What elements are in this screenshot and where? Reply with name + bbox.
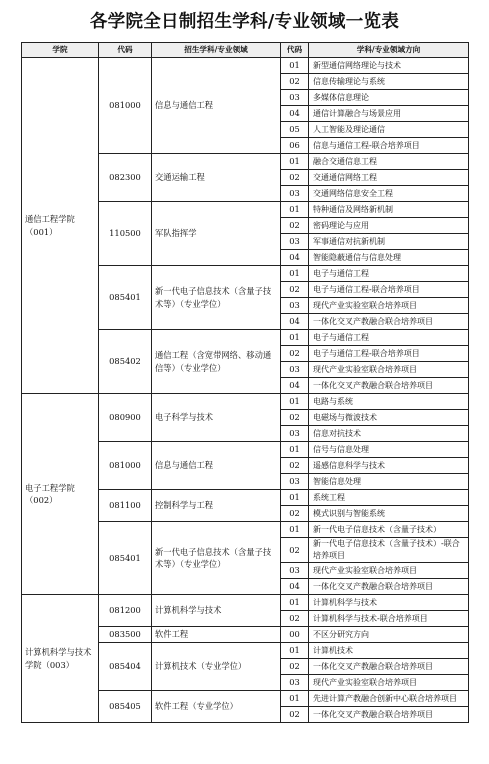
table-row <box>22 394 469 410</box>
direction-code: 02 <box>281 282 309 298</box>
subject-name: 新一代电子信息技术（含量子技术等）（专业学位） <box>152 522 281 595</box>
subject-code: 083500 <box>99 627 152 643</box>
direction-name: 信息与通信工程-联合培养项目 <box>309 138 469 154</box>
direction-name: 信息对抗技术 <box>309 426 469 442</box>
direction-code: 03 <box>281 90 309 106</box>
subject-name: 计算机科学与技术 <box>152 595 281 627</box>
direction-name: 一体化交叉产教融合联合培养项目 <box>309 378 469 394</box>
table-row <box>22 58 469 74</box>
subject-name: 军队指挥学 <box>152 202 281 266</box>
direction-name: 现代产业实验室联合培养项目 <box>309 298 469 314</box>
subject-name: 新一代电子信息技术（含量子技术等）（专业学位） <box>152 266 281 330</box>
page-title: 各学院全日制招生学科/专业领域一览表 <box>89 12 400 32</box>
direction-code: 02 <box>281 506 309 522</box>
direction-code: 02 <box>281 410 309 426</box>
direction-code: 01 <box>281 522 309 538</box>
direction-name: 信号与信息处理 <box>309 442 469 458</box>
direction-name: 电路与系统 <box>309 394 469 410</box>
subject-name: 计算机技术（专业学位） <box>152 643 281 691</box>
subject-name: 通信工程（含宽带网络、移动通信等）（专业学位） <box>152 330 281 394</box>
subject-name: 软件工程 <box>152 627 281 643</box>
subject-code: 085401 <box>99 266 152 330</box>
direction-code: 02 <box>281 218 309 234</box>
direction-name: 先进计算产教融合创新中心联合培养项目 <box>309 691 469 707</box>
direction-name: 电子与通信工程-联合培养项目 <box>309 282 469 298</box>
direction-name: 智能信息处理 <box>309 474 469 490</box>
direction-name: 新型通信网络理论与技术 <box>309 58 469 74</box>
header-direction-code: 代码 <box>281 43 309 58</box>
direction-name: 计算机技术 <box>309 643 469 659</box>
direction-name: 一体化交叉产教融合联合培养项目 <box>309 707 469 723</box>
direction-code: 03 <box>281 474 309 490</box>
direction-name: 电子与通信工程 <box>309 330 469 346</box>
direction-name: 不区分研究方向 <box>309 627 469 643</box>
subject-name: 控制科学与工程 <box>152 490 281 522</box>
direction-code: 04 <box>281 314 309 330</box>
direction-code: 04 <box>281 579 309 595</box>
header-subject-code: 代码 <box>99 43 152 58</box>
direction-name: 电子与通信工程-联合培养项目 <box>309 346 469 362</box>
subject-code: 085402 <box>99 330 152 394</box>
direction-name: 军事通信对抗新机制 <box>309 234 469 250</box>
direction-name: 遥感信息科学与技术 <box>309 458 469 474</box>
direction-code: 03 <box>281 186 309 202</box>
subject-name: 软件工程（专业学位） <box>152 691 281 723</box>
table-header-row <box>22 43 469 58</box>
direction-code: 01 <box>281 442 309 458</box>
subject-name: 电子科学与技术 <box>152 394 281 442</box>
subject-code: 081000 <box>99 58 152 154</box>
direction-code: 05 <box>281 122 309 138</box>
direction-name: 现代产业实验室联合培养项目 <box>309 362 469 378</box>
direction-code: 02 <box>281 538 309 563</box>
subject-name: 信息与通信工程 <box>152 442 281 490</box>
direction-name: 电磁场与微波技术 <box>309 410 469 426</box>
subject-code: 085404 <box>99 643 152 691</box>
direction-name: 通信计算融合与场景应用 <box>309 106 469 122</box>
subject-code: 110500 <box>99 202 152 266</box>
school-name: 计算机科学与技术学院（003） <box>22 595 99 723</box>
direction-code: 01 <box>281 202 309 218</box>
direction-code: 02 <box>281 346 309 362</box>
direction-code: 04 <box>281 250 309 266</box>
direction-code: 03 <box>281 234 309 250</box>
subject-code: 081100 <box>99 490 152 522</box>
direction-name: 电子与通信工程 <box>309 266 469 282</box>
direction-name: 新一代电子信息技术（含量子技术） <box>309 522 469 538</box>
direction-code: 02 <box>281 458 309 474</box>
direction-name: 一体化交叉产教融合联合培养项目 <box>309 659 469 675</box>
direction-name: 一体化交叉产教融合联合培养项目 <box>309 314 469 330</box>
header-direction-name: 学科/专业领域方向 <box>309 43 469 58</box>
school-name: 通信工程学院（001） <box>22 58 99 394</box>
subject-name: 信息与通信工程 <box>152 58 281 154</box>
subject-code: 082300 <box>99 154 152 202</box>
table-row <box>22 595 469 611</box>
direction-code: 02 <box>281 659 309 675</box>
direction-code: 01 <box>281 595 309 611</box>
direction-code: 01 <box>281 266 309 282</box>
header-subject-name: 招生学科/专业领域 <box>152 43 281 58</box>
direction-code: 01 <box>281 330 309 346</box>
subject-code: 085405 <box>99 691 152 723</box>
direction-code: 03 <box>281 298 309 314</box>
direction-name: 计算机科学与技术-联合培养项目 <box>309 611 469 627</box>
subject-code: 081200 <box>99 595 152 627</box>
direction-code: 03 <box>281 362 309 378</box>
subject-name: 交通运输工程 <box>152 154 281 202</box>
direction-code: 01 <box>281 58 309 74</box>
direction-code: 02 <box>281 170 309 186</box>
direction-code: 01 <box>281 691 309 707</box>
direction-code: 01 <box>281 643 309 659</box>
direction-code: 00 <box>281 627 309 643</box>
direction-code: 03 <box>281 563 309 579</box>
direction-name: 系统工程 <box>309 490 469 506</box>
direction-name: 模式识别与智能系统 <box>309 506 469 522</box>
header-school: 学院 <box>22 43 99 58</box>
direction-code: 03 <box>281 675 309 691</box>
direction-name: 计算机科学与技术 <box>309 595 469 611</box>
direction-code: 04 <box>281 378 309 394</box>
direction-name: 密码理论与应用 <box>309 218 469 234</box>
direction-code: 03 <box>281 426 309 442</box>
subject-code: 080900 <box>99 394 152 442</box>
direction-name: 交通通信网络工程 <box>309 170 469 186</box>
direction-name: 新一代电子信息技术（含量子技术）-联合培养项目 <box>309 538 469 563</box>
programs-table <box>21 42 469 723</box>
direction-name: 特种通信及网络新机制 <box>309 202 469 218</box>
direction-name: 交通网络信息安全工程 <box>309 186 469 202</box>
direction-name: 现代产业实验室联合培养项目 <box>309 675 469 691</box>
subject-code: 081000 <box>99 442 152 490</box>
direction-code: 02 <box>281 611 309 627</box>
direction-code: 01 <box>281 154 309 170</box>
direction-code: 06 <box>281 138 309 154</box>
direction-name: 融合交通信息工程 <box>309 154 469 170</box>
subject-code: 085401 <box>99 522 152 595</box>
direction-name: 信息传输理论与系统 <box>309 74 469 90</box>
direction-code: 04 <box>281 106 309 122</box>
direction-name: 人工智能及理论通信 <box>309 122 469 138</box>
direction-code: 01 <box>281 490 309 506</box>
direction-name: 一体化交叉产教融合联合培养项目 <box>309 579 469 595</box>
direction-code: 02 <box>281 74 309 90</box>
school-name: 电子工程学院（002） <box>22 394 99 595</box>
direction-name: 多媒体信息理论 <box>309 90 469 106</box>
direction-code: 01 <box>281 394 309 410</box>
direction-name: 智能隐蔽通信与信息处理 <box>309 250 469 266</box>
direction-code: 02 <box>281 707 309 723</box>
direction-name: 现代产业实验室联合培养项目 <box>309 563 469 579</box>
